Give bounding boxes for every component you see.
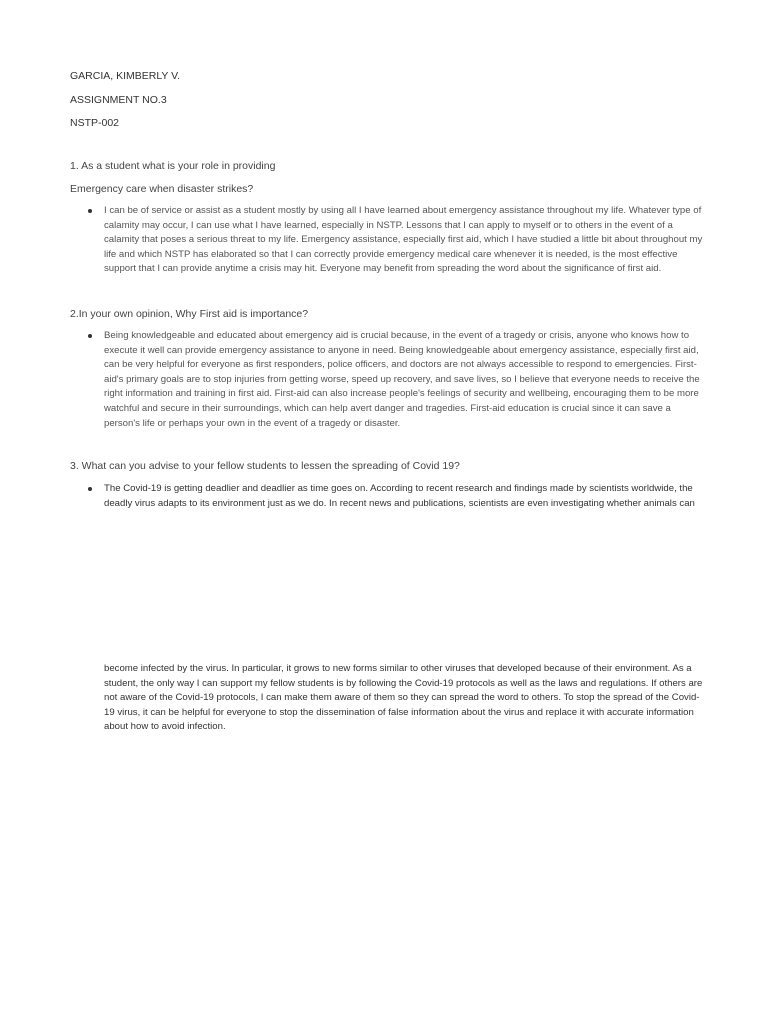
bullet-icon [88,209,92,213]
course-code: NSTP-002 [70,117,120,129]
question-2: 2.In your own opinion, Why First aid is importance? [70,308,309,320]
bullet-icon [88,487,92,491]
answer-2-text: Being knowledgeable and educated about emergency aid is crucial because, in the event of a tragedy or crisis, anyone who knows how to execute it well can provide emergency assistance to anyone in need. Being knowledgeable about emergency assistance, especially first aid, can be very helpful for everyone as first responders, police officers, and doctors are not always accessible to respond to emergencies. First-aid's primary goals are to stop injuries from getting worse, speed up recovery, and save lives, so I believe that everyone needs to receive the right information and training in first aid. First-aid can also increase people's feelings of security and wellbeing, encouraging them to be more watchful and secure in their surroundings, which can help avert danger and tragedies. First-aid education is crucial since it can save a person's life or perhaps your own in the event of a tragedy or disaster. [104,330,700,429]
assignment-number: ASSIGNMENT NO.3 [70,94,167,106]
answer-1-list-item [88,204,708,277]
answer-2-list-item [88,329,708,431]
student-name: GARCIA, KIMBERLY V. [70,70,181,82]
answer-3-text-part-1: The Covid-19 is getting deadlier and deadlier as time goes on. According to recent research and findings made by scientists worldwide, the deadly virus adapts to its environment just as we do. In recent news and publications, scientists are even investigating whether animals can [104,483,695,509]
answer-3-list-item [88,482,708,511]
answer-3-text-part-2: become infected by the virus. In particular, it grows to new forms similar to other viruses that developed because of their environment. As a student, the only way I can support my fellow students is by following the Covid-19 protocols as well as the laws and regulations. If others are not aware of the Covid-19 protocols, I can make them aware of them so they can spread the word to others. To stop the spread of the Covid-19 virus, it can be helpful for everyone to stop the dissemination of false information about the virus and replace it with accurate information about how to avoid infection. [104,663,703,733]
question-1-line-1: 1. As a student what is your role in providing [70,160,276,172]
question-3: 3. What can you advise to your fellow students to lessen the spreading of Covid 19? [70,460,460,472]
bullet-icon [88,334,92,338]
answer-1-text: I can be of service or assist as a student mostly by using all I have learned about emergency assistance throughout my life. Whatever type of calamity may occur, I can use what I have learned, especially in NSTP. Lessons that I can apply to myself or to others in the event of a calamity that poses a serious threat to my life. Emergency assistance, especially first aid, which I have studied a little bit about throughout my life and which NSTP has elaborated so that I can correctly provide emergency medical care whenever it is needed, is the most effective support that I can provide anytime a crisis may hit. Everyone may benefit from spreading the word about the significance of first aid. [104,205,703,275]
question-1-line-2: Emergency care when disaster strikes? [70,183,254,195]
